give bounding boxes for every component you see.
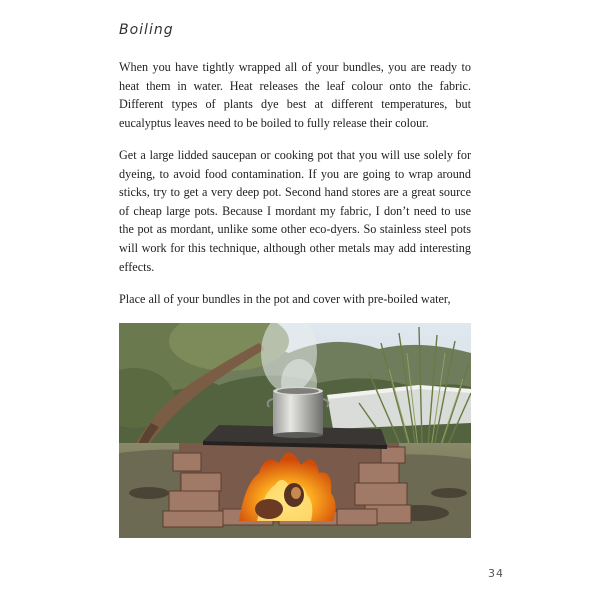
paragraph-2: Get a large lidded saucepan or cooking pot that you will use solely for dyeing, to avoid food contamination. If you are going to wrap around sticks, try to get a very deep pot. Second hand stores are a great source of cheap large pots. Because I mordant my fabric, I don’t need to use the pot as mordant, unlike some other eco-dyers. So stainless steel pots will work for this technique, although other metals may add interesting effects. [119,148,471,274]
section-heading: Boiling [119,22,174,38]
paragraph-3: Place all of your bundles in the pot and cover with pre-boiled water, [119,292,451,306]
paragraph-1: When you have tightly wrapped all of your bundles, you are ready to heat them in water. Heat releases the leaf colour onto the fabric. Different types of plants dye best at different temperatures, but eucalyptus leaves need to be boiled to fully release their colour. [119,60,471,130]
page-number: 34 [488,567,504,580]
campfire-photo [119,323,471,538]
